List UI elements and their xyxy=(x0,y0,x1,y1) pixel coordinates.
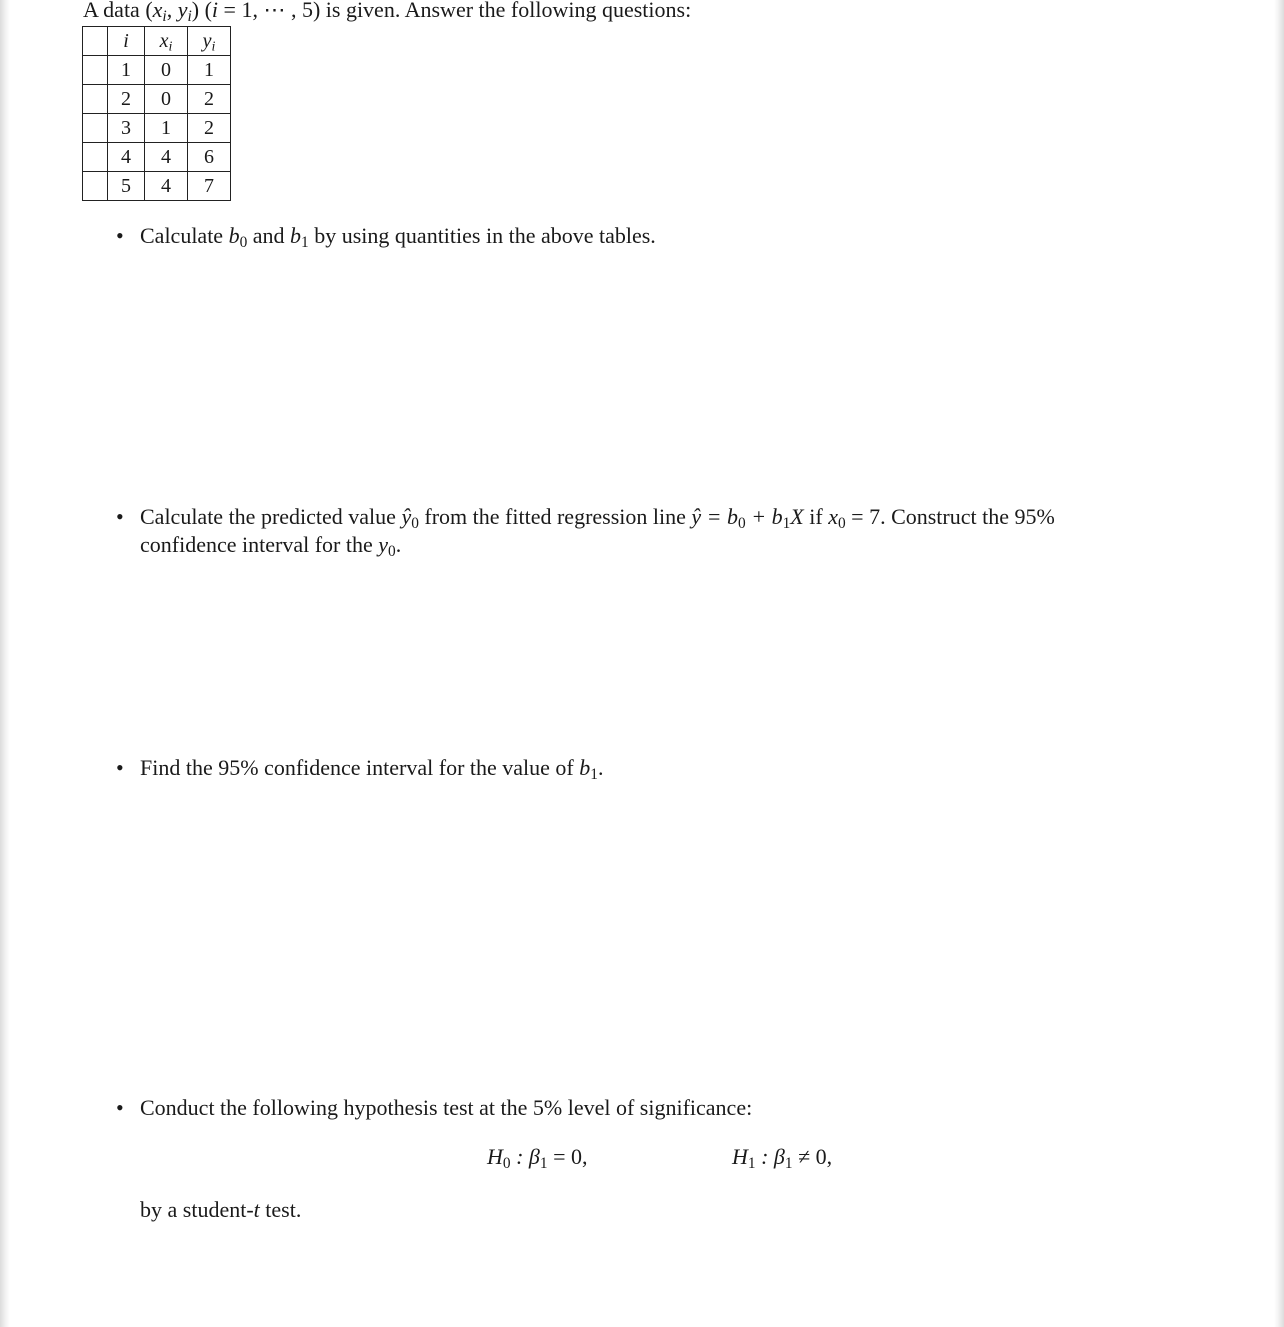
table-row: 3 1 2 xyxy=(83,114,231,143)
question-2-line-1: Calculate the predicted value $ŷ_0$ from the fitted regression line ŷ = $b_0 + b_1X$ if $x_0 = 7$. Construct the 95% xyxy=(140,504,1055,532)
table-header-row xyxy=(83,27,231,56)
question-3: Find the 95% confidence interval for the value of $b_1$. xyxy=(140,755,604,783)
alternative-hypothesis: $H_1$ : $\beta_1 \ne 0$, xyxy=(732,1144,833,1172)
table-row: 2 0 2 xyxy=(83,85,231,114)
question-2-line-2: confidence interval for the $y_0$. xyxy=(140,532,402,560)
header-y: $y_i$ xyxy=(188,27,231,56)
header-i: i xyxy=(108,27,145,56)
table-row: 1 0 1 xyxy=(83,56,231,85)
question-4-tail: by a student-t test. xyxy=(140,1197,302,1222)
pair-xi-yi: ($x_i$, $y_i$) xyxy=(145,0,200,25)
page-edge-right xyxy=(1274,0,1284,1327)
null-hypothesis: $H_0$ : $\beta_1 = 0$, xyxy=(487,1144,588,1172)
question-4: Conduct the following hypothesis test at the 5% level of significance: xyxy=(140,1095,753,1120)
bullet-icon: • xyxy=(116,223,124,248)
header-x: $x_i$ xyxy=(145,27,188,56)
page-edge-left xyxy=(0,0,10,1327)
bullet-icon: • xyxy=(116,1095,124,1120)
question-1: Calculate $b_0$ and $b_1$ by using quantities in the above tables. xyxy=(140,223,656,251)
data-table xyxy=(82,26,231,201)
bullet-icon: • xyxy=(116,755,124,780)
bullet-icon: • xyxy=(116,504,124,529)
table-row: 4 4 6 xyxy=(83,143,231,172)
table-row: 5 4 7 xyxy=(83,172,231,201)
intro-line: A data ($x_i$, $y_i$) (i = 1, ⋯ , 5) is given. Answer the following questions: xyxy=(83,0,691,23)
